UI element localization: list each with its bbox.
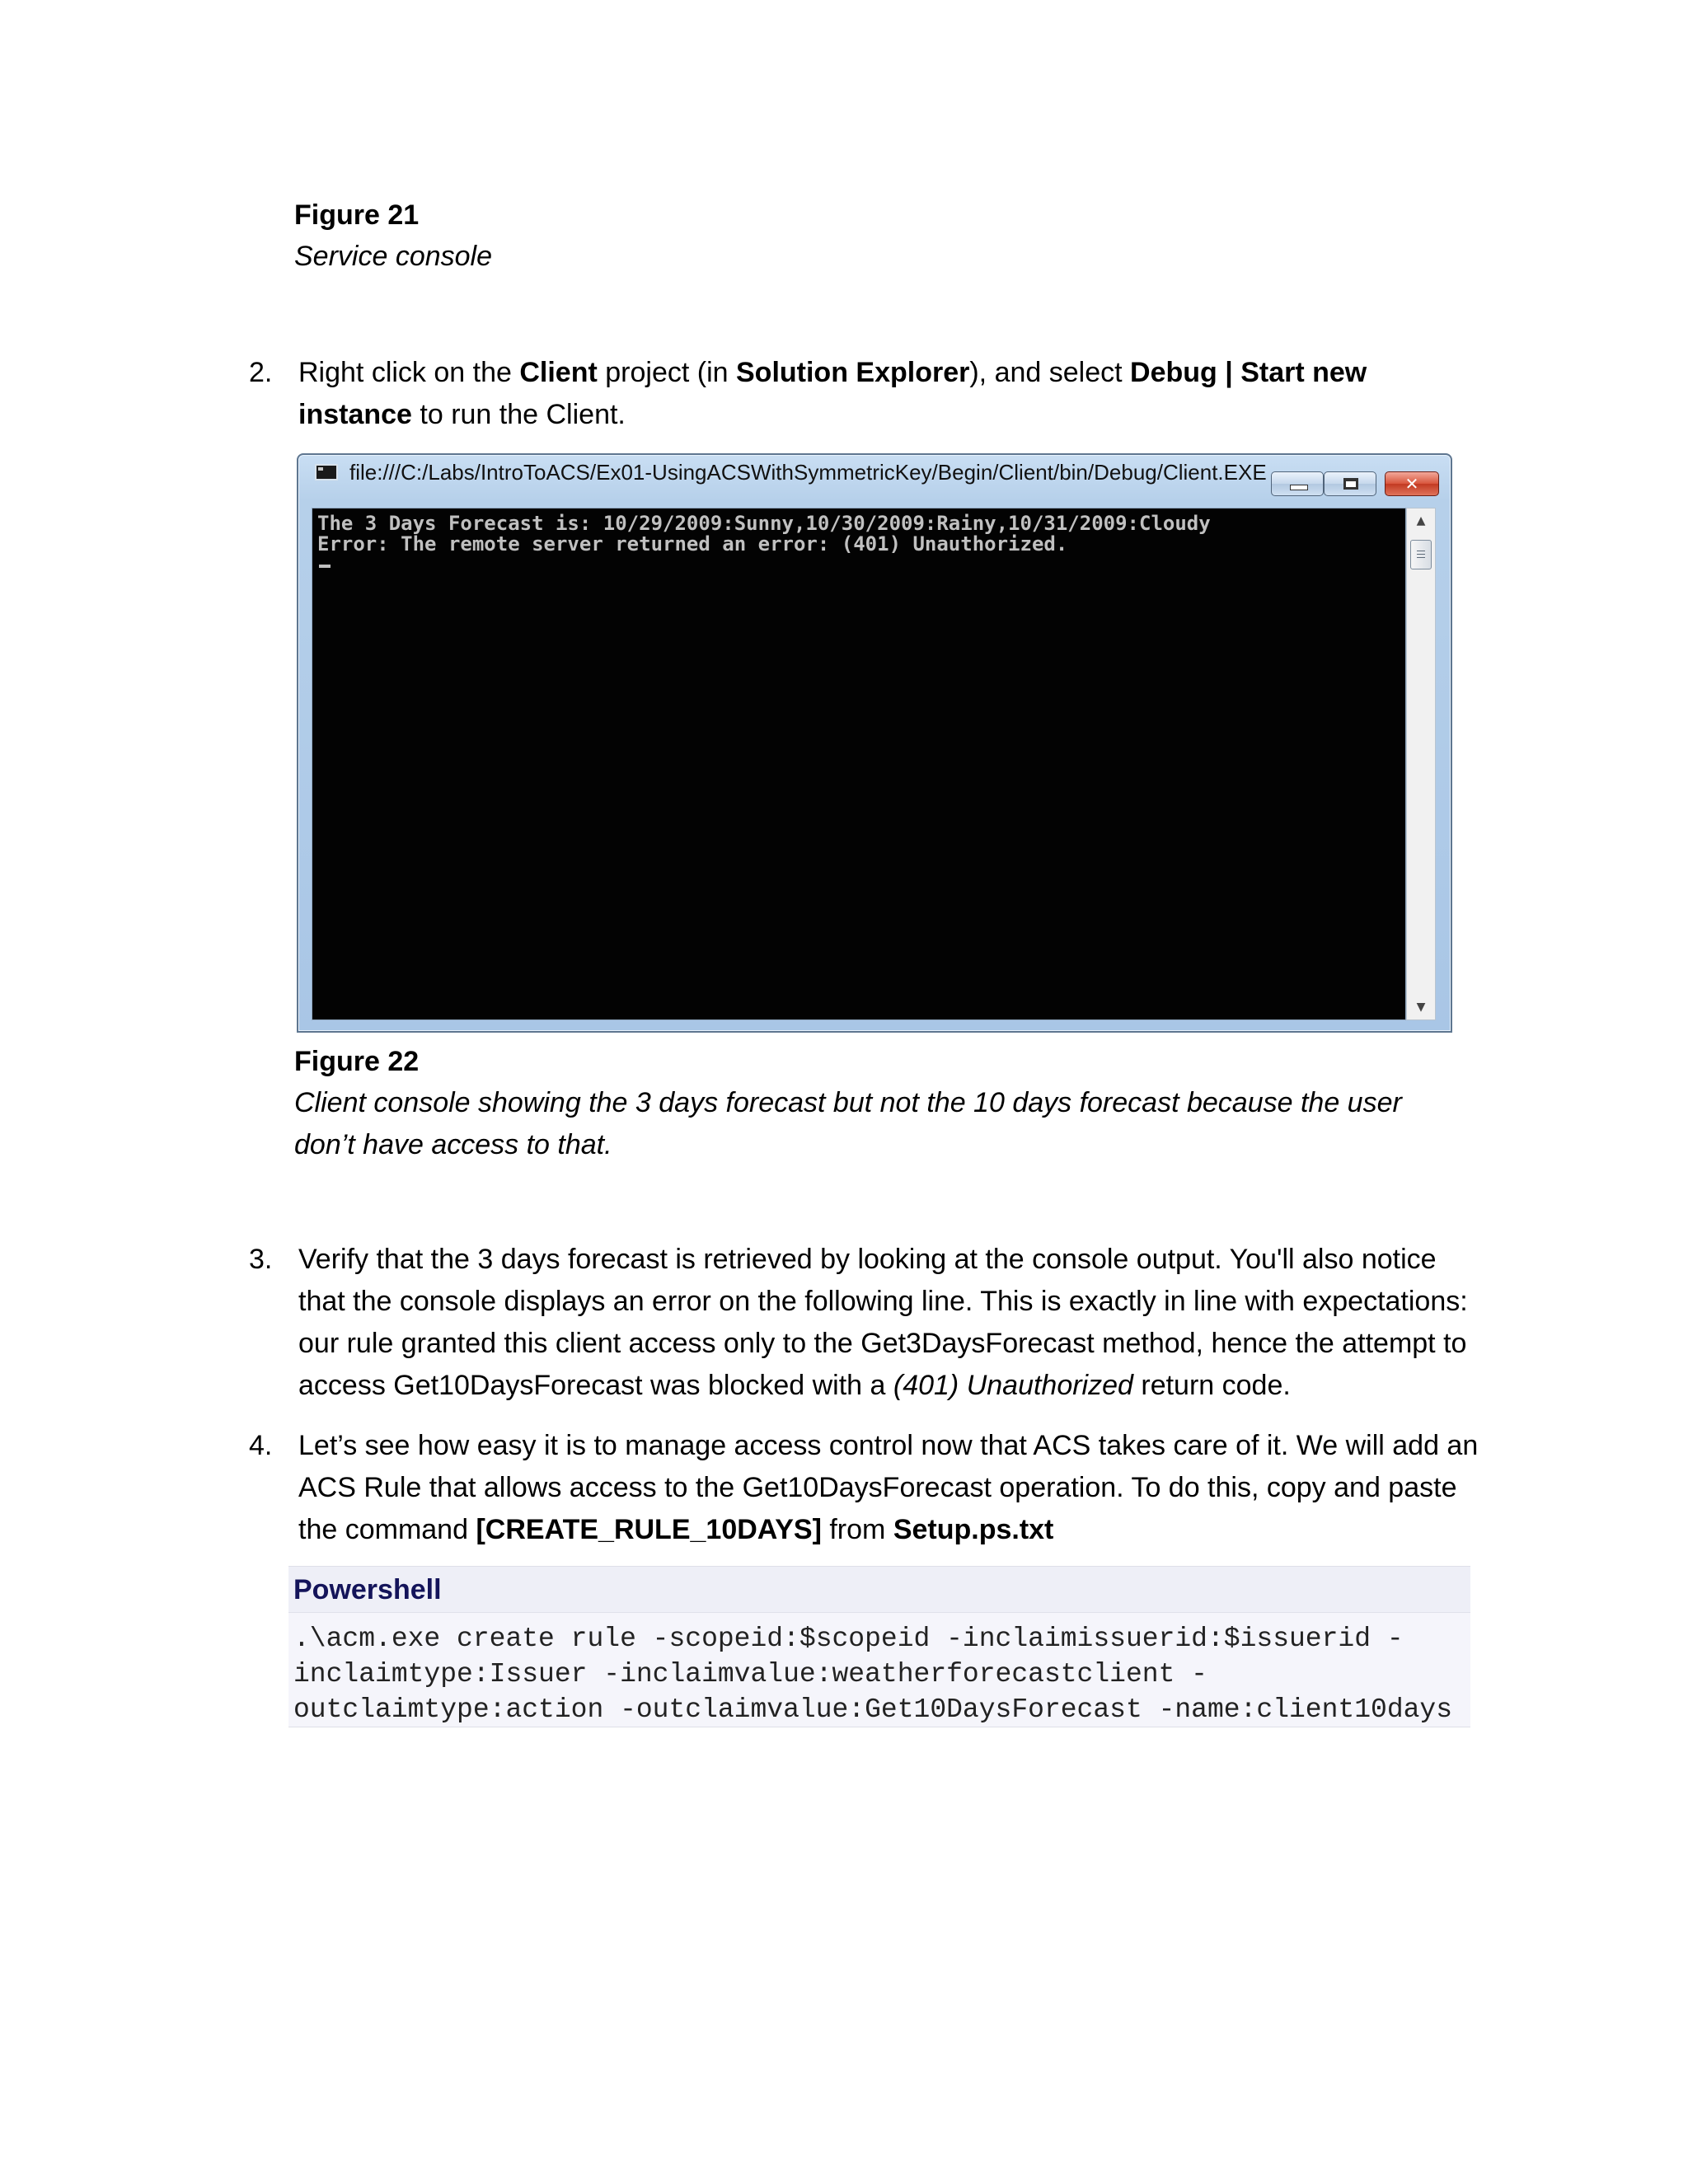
console-window-title: file:///C:/Labs/IntroToACS/Ex01-UsingACSWithSymmetricKey/Begin/Client/bin/Debug/Client.EXE [349,460,1267,485]
step-3-text [298,1239,1485,1407]
console-output-text: The 3 Days Forecast is: 10/29/2009:Sunny,10/30/2009:Rainy,10/31/2009:Cloudy Error: The remote server returned an error: (401) Unauthorized. [317,512,1211,555]
minimize-icon [1290,485,1308,490]
step-2-number: 2. [249,357,273,388]
scrollbar-grip-line [1417,557,1425,558]
step-4-text-part: Let’s see how easy it is to manage access control now that ACS takes care of it. We will add an ACS Rule that allows access to the Get10DaysForecast operation. To do this, copy and paste the command [298,1430,1479,1545]
powershell-code-block [288,1566,1470,1727]
client-console-window [297,453,1452,1033]
step-2-text-part: ), and select [969,357,1131,388]
maximize-button[interactable] [1324,471,1376,496]
console-output-area[interactable] [312,508,1406,1020]
step-3-text-part: return code. [1132,1370,1291,1401]
scroll-down-arrow-icon[interactable]: ▼ [1416,1001,1426,1014]
step-2-text [298,352,1485,436]
step-2-text-part: to run the Client. [411,399,626,430]
step-4 [249,1425,1485,1551]
console-cursor [319,565,331,568]
step-3-number: 3. [249,1244,273,1275]
step-4-command-name-bold: [CREATE_RULE_10DAYS] [476,1514,822,1545]
scrollbar-thumb[interactable] [1410,540,1432,569]
step-2-text-part: Right click on the [298,357,520,388]
console-app-icon [315,464,338,480]
code-block-header [288,1567,1470,1613]
code-language-label: Powershell [293,1574,442,1605]
step-4-file-name-bold: Setup.ps.txt [893,1514,1054,1545]
scrollbar-grip-line [1417,554,1425,555]
code-snippet[interactable]: .\acm.exe create rule -scopeid:$scopeid -inclaimissuerid:$issuerid - inclaimtype:Issuer -inclaimvalue:weatherforecastclient - outclaimtype:action -outclaimvalue:Get10DaysForecast -name:client10days [293,1624,1453,1725]
figure-22-caption: Client console showing the 3 days forecast but not the 10 days forecast because the user don’t have access to that. [294,1087,1402,1160]
close-icon: ✕ [1404,474,1419,494]
step-3 [249,1239,1485,1407]
figure-21-caption: Service console [294,241,493,272]
step-4-text-part: from [821,1514,893,1545]
minimize-button[interactable] [1271,471,1324,496]
step-4-text [298,1425,1485,1551]
step-2-text-part: project (in [597,357,736,388]
step-3-text-part: Verify that the 3 days forecast is retrieved by looking at the console output. You'll also notice that the console displays an error on the following line. This is exactly in line with expectations: our rule granted this client access only to the Get3DaysForecast method, hence the attempt to access Get10DaysForecast was blocked with a [298,1244,1468,1401]
step-4-number: 4. [249,1430,273,1461]
console-titlebar[interactable] [298,455,1451,494]
step-3-unauthorized-italic: (401) Unauthorized [893,1370,1133,1401]
figure-22-label: Figure 22 [294,1046,420,1077]
figure-21-label: Figure 21 [294,199,420,231]
console-vertical-scrollbar[interactable] [1406,508,1436,1020]
step-2-debug-menu-bold: Debug | Start new instance [298,357,1367,430]
step-2-client-bold: Client [519,357,598,388]
scroll-up-arrow-icon[interactable]: ▲ [1416,514,1426,527]
step-2 [249,352,1485,436]
close-button[interactable] [1385,471,1439,496]
step-2-solution-explorer-bold: Solution Explorer [736,357,970,388]
maximize-icon [1343,478,1358,490]
